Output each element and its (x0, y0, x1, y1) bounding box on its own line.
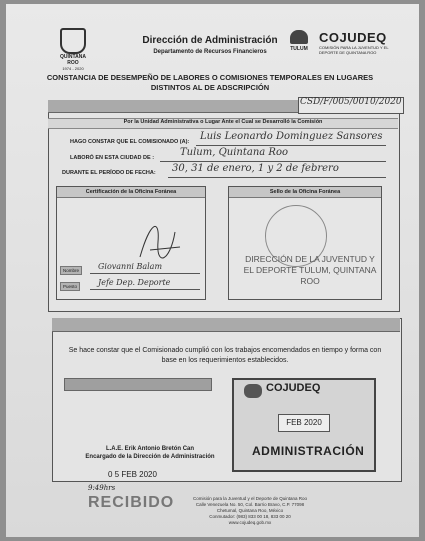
tulum-emblem-icon (290, 30, 308, 44)
field-label-city: LABORÓ EN ESTA CIUDAD DE : (70, 155, 155, 161)
field-value-city: Tulum, Quintana Roo (180, 147, 288, 158)
seal-heading: Sello de la Oficina Foránea (229, 187, 381, 198)
field-value-commissioned: Luis Leonardo Dominguez Sansores (200, 131, 383, 142)
administration-stamp (232, 378, 376, 472)
stamp-emblem-icon (244, 384, 262, 398)
footer (175, 496, 325, 526)
signer-name: L.A.E. Erik Antonio Bretón Can (105, 446, 195, 452)
section-heading: Por la Unidad Administrativa o Lugar Ante el Cual se Desarrolló la Comisión (48, 118, 398, 129)
received-label: RECIBIDO (88, 494, 175, 511)
received-stamp (52, 470, 192, 520)
footer-org: Comisión para la Juventud y el Deporte de Quintana Roo (192, 496, 308, 501)
received-time: 9:49hrs (88, 484, 116, 492)
footer-city: Chetumal, Quintana Roo, México (216, 508, 284, 513)
footer-address: Calle Venezuela No. 50, Col. Barrio Bravo, C.P. 77098 (195, 502, 305, 507)
left-logo-text: QUINTANA ROO (59, 54, 86, 66)
tulum-logo (285, 30, 313, 56)
header-subtitle: Departamento de Recursos Financieros (153, 49, 267, 55)
field-label-commissioned: HAGO CONSTAR QUE EL COMISIONADO (A): (70, 139, 190, 145)
header-title: Dirección de Administración (142, 35, 278, 46)
received-date: 0 5 FEB 2020 (108, 470, 157, 479)
name-label: Nombre (60, 266, 82, 275)
coat-of-arms-icon (60, 28, 86, 54)
footer-web: www.cojudeq.gob.mx (228, 520, 272, 525)
signature-bar (64, 378, 212, 391)
name-value: Giovanni Balam (98, 262, 163, 271)
left-logo-years: 1974 - 2020 (62, 66, 84, 71)
document-title: CONSTANCIA DE DESEMPEÑO DE LABORES O COMISIONES TEMPORALES EN LUGARES DISTINTOS AL DE ADSCRIPCIÓN (46, 73, 374, 92)
seal-text: DIRECCIÓN DE LA JUVENTUD Y EL DEPORTE TULUM, QUINTANA ROO (243, 254, 377, 286)
stamp-label: ADMINISTRACIÓN (252, 444, 365, 458)
compliance-statement: Se hace constar que el Comisionado cumplió con los trabajos encomendados en tiempo y forma con base en los requerimientos establecidos. (68, 347, 382, 364)
stamp-org-name: COJUDEQ (266, 382, 321, 394)
stamp-date: FEB 2020 (278, 414, 330, 432)
signature-icon (130, 212, 190, 267)
quintana-roo-logo (55, 28, 91, 71)
cojudeq-logo-sub: COMISIÓN PARA LA JUVENTUD Y EL DEPORTE DE QUINTANA ROO (319, 45, 389, 55)
cojudeq-logo-name: COJUDEQ (319, 30, 387, 45)
footer-phone: Conmutador: (983) 833 00 18, 833 00 20 (209, 514, 291, 519)
field-label-period: DURANTE EL PERÍODO DE FECHA: (62, 170, 156, 176)
field-value-period: 30, 31 de enero, 1 y 2 de febrero (172, 163, 339, 174)
role-label: Puesto (60, 282, 80, 291)
certification-heading: Certificación de la Oficina Foránea (57, 187, 205, 198)
cojudeq-logo (285, 30, 395, 60)
folio-handwritten: CSD/F/005/0010/2020 (300, 97, 402, 107)
tulum-logo-text: TULUM (290, 46, 308, 52)
role-value: Jefe Dep. Deporte (98, 278, 171, 287)
signer-role: Encargado de la Dirección de Administración (85, 454, 215, 460)
compliance-top-bar (52, 318, 400, 332)
